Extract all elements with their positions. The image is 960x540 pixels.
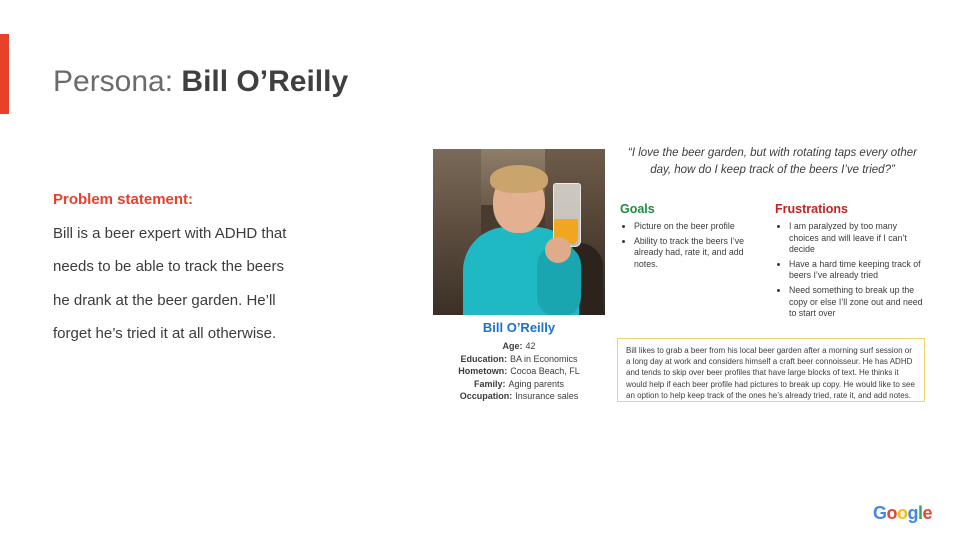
problem-statement-body: Bill is a beer expert with ADHD that needs to be able to track the beers he drank at the beer garden. He’ll forget he’s tried it at all otherwise. [53, 224, 287, 342]
list-item: • Picture on the beer profile [634, 221, 765, 233]
fact-label: Family: [473, 378, 506, 389]
page-title-prefix: Persona: [53, 65, 182, 98]
goals-heading: Goals [620, 202, 655, 216]
google-logo [873, 503, 932, 524]
logo-letter: o [896, 503, 908, 523]
fact-value: Aging parents [508, 378, 565, 389]
persona-photo [433, 149, 605, 315]
fact-row [433, 378, 605, 391]
logo-letter: e [922, 503, 932, 523]
fact-value: 42 [525, 341, 536, 351]
list-item: • Need something to break up the copy or else I’ll zone out and need to start over [789, 285, 925, 320]
page-title [53, 60, 348, 104]
photo-subject-hair [490, 165, 548, 193]
fact-value: Insurance sales [515, 391, 579, 402]
problem-statement-block [53, 183, 303, 351]
fact-label: Hometown: [458, 366, 508, 377]
list-item: • Have a hard time keeping track of beers I’ve already tried [789, 259, 925, 282]
logo-letter: g [907, 503, 918, 523]
persona-card [430, 140, 930, 430]
list-item: • Ability to track the beers I’ve already had, rate it, and add notes. [634, 236, 765, 271]
goals-list [620, 221, 765, 270]
frustrations-heading: Frustrations [775, 202, 848, 216]
problem-statement-label: Problem statement: [53, 191, 194, 208]
fact-row [433, 353, 605, 366]
goals-section [620, 202, 765, 273]
persona-facts [433, 340, 605, 403]
persona-quote: “I love the beer garden, but with rotating taps every other day, how do I keep track of the beers I’ve tried?” [628, 147, 917, 176]
page-title-name: Bill O’Reilly [181, 65, 349, 98]
frustrations-section [775, 202, 925, 323]
fact-row [433, 390, 605, 403]
fact-row [433, 365, 605, 378]
persona-note-text: Bill likes to grab a beer from his local beer garden after a morning surf session or a long day at work and considers himself a craft beer connoisseur. He has ADHD and tends to skip over beer profiles that have large blocks of text. He thinks it would help if each beer profile had pictures to break up copy. He would like to see an option to help keep track of the ones he’s already tried, rate it, and add notes. [626, 346, 915, 400]
list-item: • I am paralyzed by too many choices and will leave if I can’t decide [789, 221, 925, 256]
frustrations-list [775, 221, 925, 320]
persona-name: Bill O’Reilly [482, 320, 556, 335]
fact-row [433, 340, 605, 353]
accent-bar [0, 34, 9, 114]
fact-label: Age: [502, 341, 523, 351]
logo-letter: o [886, 503, 897, 523]
fact-label: Occupation: [459, 391, 513, 402]
fact-value: Cocoa Beach, FL [510, 366, 580, 377]
logo-letter: l [917, 503, 923, 523]
logo-letter: G [872, 503, 887, 523]
fact-label: Education: [460, 353, 507, 364]
persona-note-box [617, 338, 925, 402]
photo-subject-hand [545, 237, 571, 263]
fact-value: BA in Economics [509, 353, 578, 364]
